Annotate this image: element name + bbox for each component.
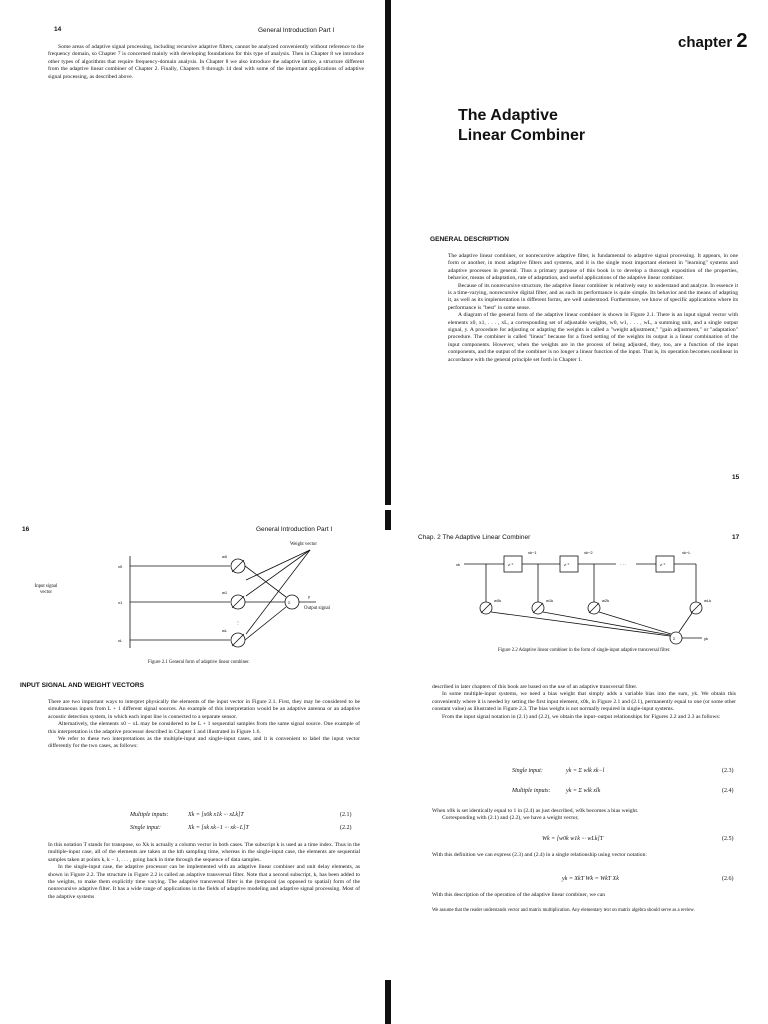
paragraph: Because of its nonrecursive structure, the adaptive linear combiner is relatively easy to understand and analyze. In essence it is a time-varying, nonrecursive digital filter, and as such its performance is quite simple. Its behavior and the means of adapting it, as well as its implementation in different forms, are well understood. Furthermore, we know of specific applications where its performance is "best" in some sense.: [448, 282, 738, 311]
page-number: 15: [732, 474, 740, 481]
paragraph: With this description of the operation of the adaptive linear combiner, we can: [432, 892, 606, 898]
paragraph: Alternatively, the elements x0 − xL may be considered to be L + 1 sequential samples from the same signal source. One example of this interpretation is the adaptive processor described in Chapter 1 and illustrated in Figure 1.6.: [48, 721, 360, 735]
footnote: We assume that the reader understands vector and matrix multiplication. Any elementary text on matrix algebra should serve as a review.: [432, 908, 695, 913]
body-text: [448, 253, 738, 364]
equation-2-6: yk = XkT Wk = WkT Xk: [562, 876, 619, 882]
equation-2-5: Wk = [w0k w1k ··· wLk]T: [542, 836, 604, 842]
equation-label: Single input:: [130, 825, 161, 831]
body-text: [48, 699, 360, 751]
weight-vector-label: Weight vector: [290, 542, 317, 547]
equation-number: (2.3): [722, 768, 734, 774]
body-text: [48, 44, 364, 81]
body-text: [48, 842, 360, 901]
equation-label: Multiple inputs:: [512, 788, 551, 794]
running-head: General Introduction Part I: [256, 526, 333, 533]
svg-text:· · ·: · · ·: [620, 562, 627, 567]
equation-label: Multiple inputs:: [130, 812, 169, 818]
equation-2-3: yk = Σ wlk xk−l: [566, 768, 605, 774]
summing-junction: [670, 632, 682, 644]
svg-text:z⁻¹: z⁻¹: [508, 562, 514, 567]
svg-text:Σ: Σ: [288, 600, 291, 605]
body-text: [432, 684, 736, 721]
page-spine: [385, 510, 391, 530]
svg-text:x0: x0: [118, 564, 123, 569]
svg-text:yk: yk: [704, 636, 708, 641]
body-text: [432, 852, 736, 859]
output-signal-label: Output signal: [304, 606, 330, 611]
svg-text:w0k: w0k: [494, 598, 502, 603]
svg-text:Σ: Σ: [673, 636, 676, 641]
paragraph: There are two important ways to interpret physically the elements of the input vector in Figure 2.1. First, they may be considered to be simultaneous inputs from L + 1 different signal sources. An example of this interpretation would be an adaptive antenna or an adaptive acoustic detection system, in which each input line is connected to a separate sensor.: [48, 699, 360, 720]
svg-text:w1k: w1k: [546, 598, 554, 603]
equation-2-1: Xk = [x0k x1k ··· xLk]T: [188, 812, 244, 818]
svg-text:z⁻¹: z⁻¹: [660, 562, 666, 567]
svg-text:wL: wL: [222, 628, 228, 633]
equation-number: (2.1): [340, 812, 352, 818]
figure-2-1: [70, 540, 320, 660]
paragraph: In this notation T stands for transpose, so Xk is actually a column vector in both cases. The subscript k is used as a time index. Thus in the multiple-input case, all of the elements are taken at the kth sampling time, whereas in the single-input case, the elements are sequential samples taken at points k, k − 1, . . . , going back in time through the sequence of data samples.: [48, 842, 360, 863]
body-text: [432, 808, 736, 823]
svg-text:x1: x1: [118, 600, 123, 605]
figure-caption: Figure 2.2 Adaptive linear combiner in the form of single-input adaptive transversal filter.: [498, 648, 671, 653]
body-text: [432, 892, 736, 899]
equation-number: (2.5): [722, 836, 734, 842]
section-heading: INPUT SIGNAL AND WEIGHT VECTORS: [20, 682, 145, 689]
page-number: 16: [22, 526, 30, 533]
paragraph: When x0k is set identically equal to 1 in (2.4) as just described, w0k becomes a bias weight.: [432, 808, 639, 814]
svg-text:xk−2: xk−2: [584, 550, 593, 555]
svg-text:xk: xk: [456, 562, 460, 567]
equation-number: (2.2): [340, 825, 352, 831]
paragraph: In some multiple-input systems, we need a bias weight that simply adds a variable bias into the sum, yk. We obtain this conveniently where it is needed by setting the first input element, x0k, in Figure 2.1 and (2.1), permanently equal to one (or some other constant value) as illustrated in Figure 2.3. The bias weight is not normally required in single-input systems.: [432, 691, 736, 713]
page-15: [396, 0, 768, 505]
svg-text:w1: w1: [222, 590, 228, 595]
paragraph: The adaptive linear combiner, or nonrecursive adaptive filter, is fundamental to adaptive signal processing. It appears, in one form or another, in most adaptive filters and systems, and it is the single most important element in "learning" systems and adaptive processes in general. Thus a primary purpose of this book is to develop a thorough exposition of the properties, behavior, means of adaptation, rate of adaptation, and useful applications of the adaptive linear combiner.: [448, 253, 738, 282]
equation-2-2: Xk = [xk xk−1 ··· xk−L]T: [188, 825, 249, 831]
svg-text:w0: w0: [222, 554, 228, 559]
section-heading: GENERAL DESCRIPTION: [430, 236, 510, 243]
page-spine: [385, 0, 391, 505]
page-spine: [385, 980, 391, 1024]
equation-number: (2.4): [722, 788, 734, 794]
paragraph: In the single-input case, the adaptive processor can be implemented with an adaptive linear combiner and unit delay elements, as shown in Figure 2.2. The structure in Figure 2.2 is called an adaptive transversal filter. Note that a second subscript, k, has been added to the weights, to make them explicitly time varying. The adaptive transversal filter is the (temporal (as opposed to spatial) form of the nonrecursive adaptive filter. It has a wide range of applications in the fields of adaptive modeling and adaptive signal processing. Most of the adaptive systems: [48, 864, 360, 900]
chapter-label: chapter 2: [678, 30, 748, 52]
page-16: [0, 512, 384, 1024]
input-signal-label: Input signal vector: [34, 584, 58, 595]
svg-text:⋮: ⋮: [236, 620, 240, 625]
chapter-title: The Adaptive Linear Combiner: [458, 107, 586, 144]
page-number: 14: [54, 26, 62, 33]
page-14: [0, 0, 384, 505]
equation-label: Single input:: [512, 768, 543, 774]
svg-text:xk−1: xk−1: [528, 550, 537, 555]
paragraph: From the input signal notation in (2.1) and (2.2), we obtain the input–output relationships for Figures 2.2 and 2.3 as follows:: [442, 713, 721, 720]
paragraph: A diagram of the general form of the adaptive linear combiner is shown in Figure 2.1. There is an input signal vector with elements x0, x1, . . . , xL, a corresponding set of adjustable weights, w0, w1, . . . , wL, a summing unit, and a single output signal, y. A procedure for adjusting or adapting the weights is called a "weight adjustment," "gain adjustment," or "adaptation" procedure. The combiner is called "linear" because for a fixed setting of the weights its output is a linear combination of the input components. However, when the weights are in the process of being adjusted, they, too, are a function of the input components, and the output of the combiner is no longer a linear function of the input. That is, its operation becomes nonlinear in accordance with the general principle set forth in Chapter 1.: [448, 312, 738, 363]
svg-text:wLk: wLk: [704, 598, 712, 603]
svg-text:xL: xL: [118, 638, 123, 643]
paragraph: Some areas of adaptive signal processing, including recursive adaptive filters, cannot be analyzed conveniently without reference to the frequency domain, so Chapter 7 is concerned mainly with developing foundations for this type of analysis. Then in Chapter 8 we introduce other types of algorithms that require frequency-domain analysis. In Chapter 8 we also introduce the adaptive lattice, a structure different from the adaptive linear combiner of Chapter 2. Finally, Chapters 9 through 14 deal with some of the important applications of adaptive signal processing, as described above.: [48, 44, 364, 80]
page-number: 17: [732, 534, 740, 541]
equation-number: (2.6): [722, 876, 734, 882]
page-17: [396, 512, 768, 1024]
paragraph: With this definition we can express (2.3) and (2.4) in a single relationship using vector notation:: [432, 852, 647, 858]
svg-text:z⁻¹: z⁻¹: [564, 562, 570, 567]
running-head: General Introduction Part I: [258, 27, 335, 34]
svg-text:xk−L: xk−L: [682, 550, 691, 555]
paragraph: We refer to these two interpretations as the multiple-input and single-input cases, and it is convenient to label the input vector differently for the two cases, as follows:: [48, 736, 360, 750]
svg-text:y: y: [308, 594, 310, 599]
svg-text:w2k: w2k: [602, 598, 610, 603]
equation-2-4: yk = Σ wlk xlk: [566, 788, 601, 794]
figure-2-2: [456, 546, 756, 650]
running-head: Chap. 2 The Adaptive Linear Combiner: [418, 534, 531, 541]
figure-caption: Figure 2.1 General form of adaptive linear combiner.: [148, 660, 250, 665]
paragraph: Corresponding with (2.1) and (2.2), we have a weight vector,: [442, 815, 579, 822]
paragraph: described in later chapters of this book are based on the use of an adaptive transversal filter.: [432, 684, 638, 690]
